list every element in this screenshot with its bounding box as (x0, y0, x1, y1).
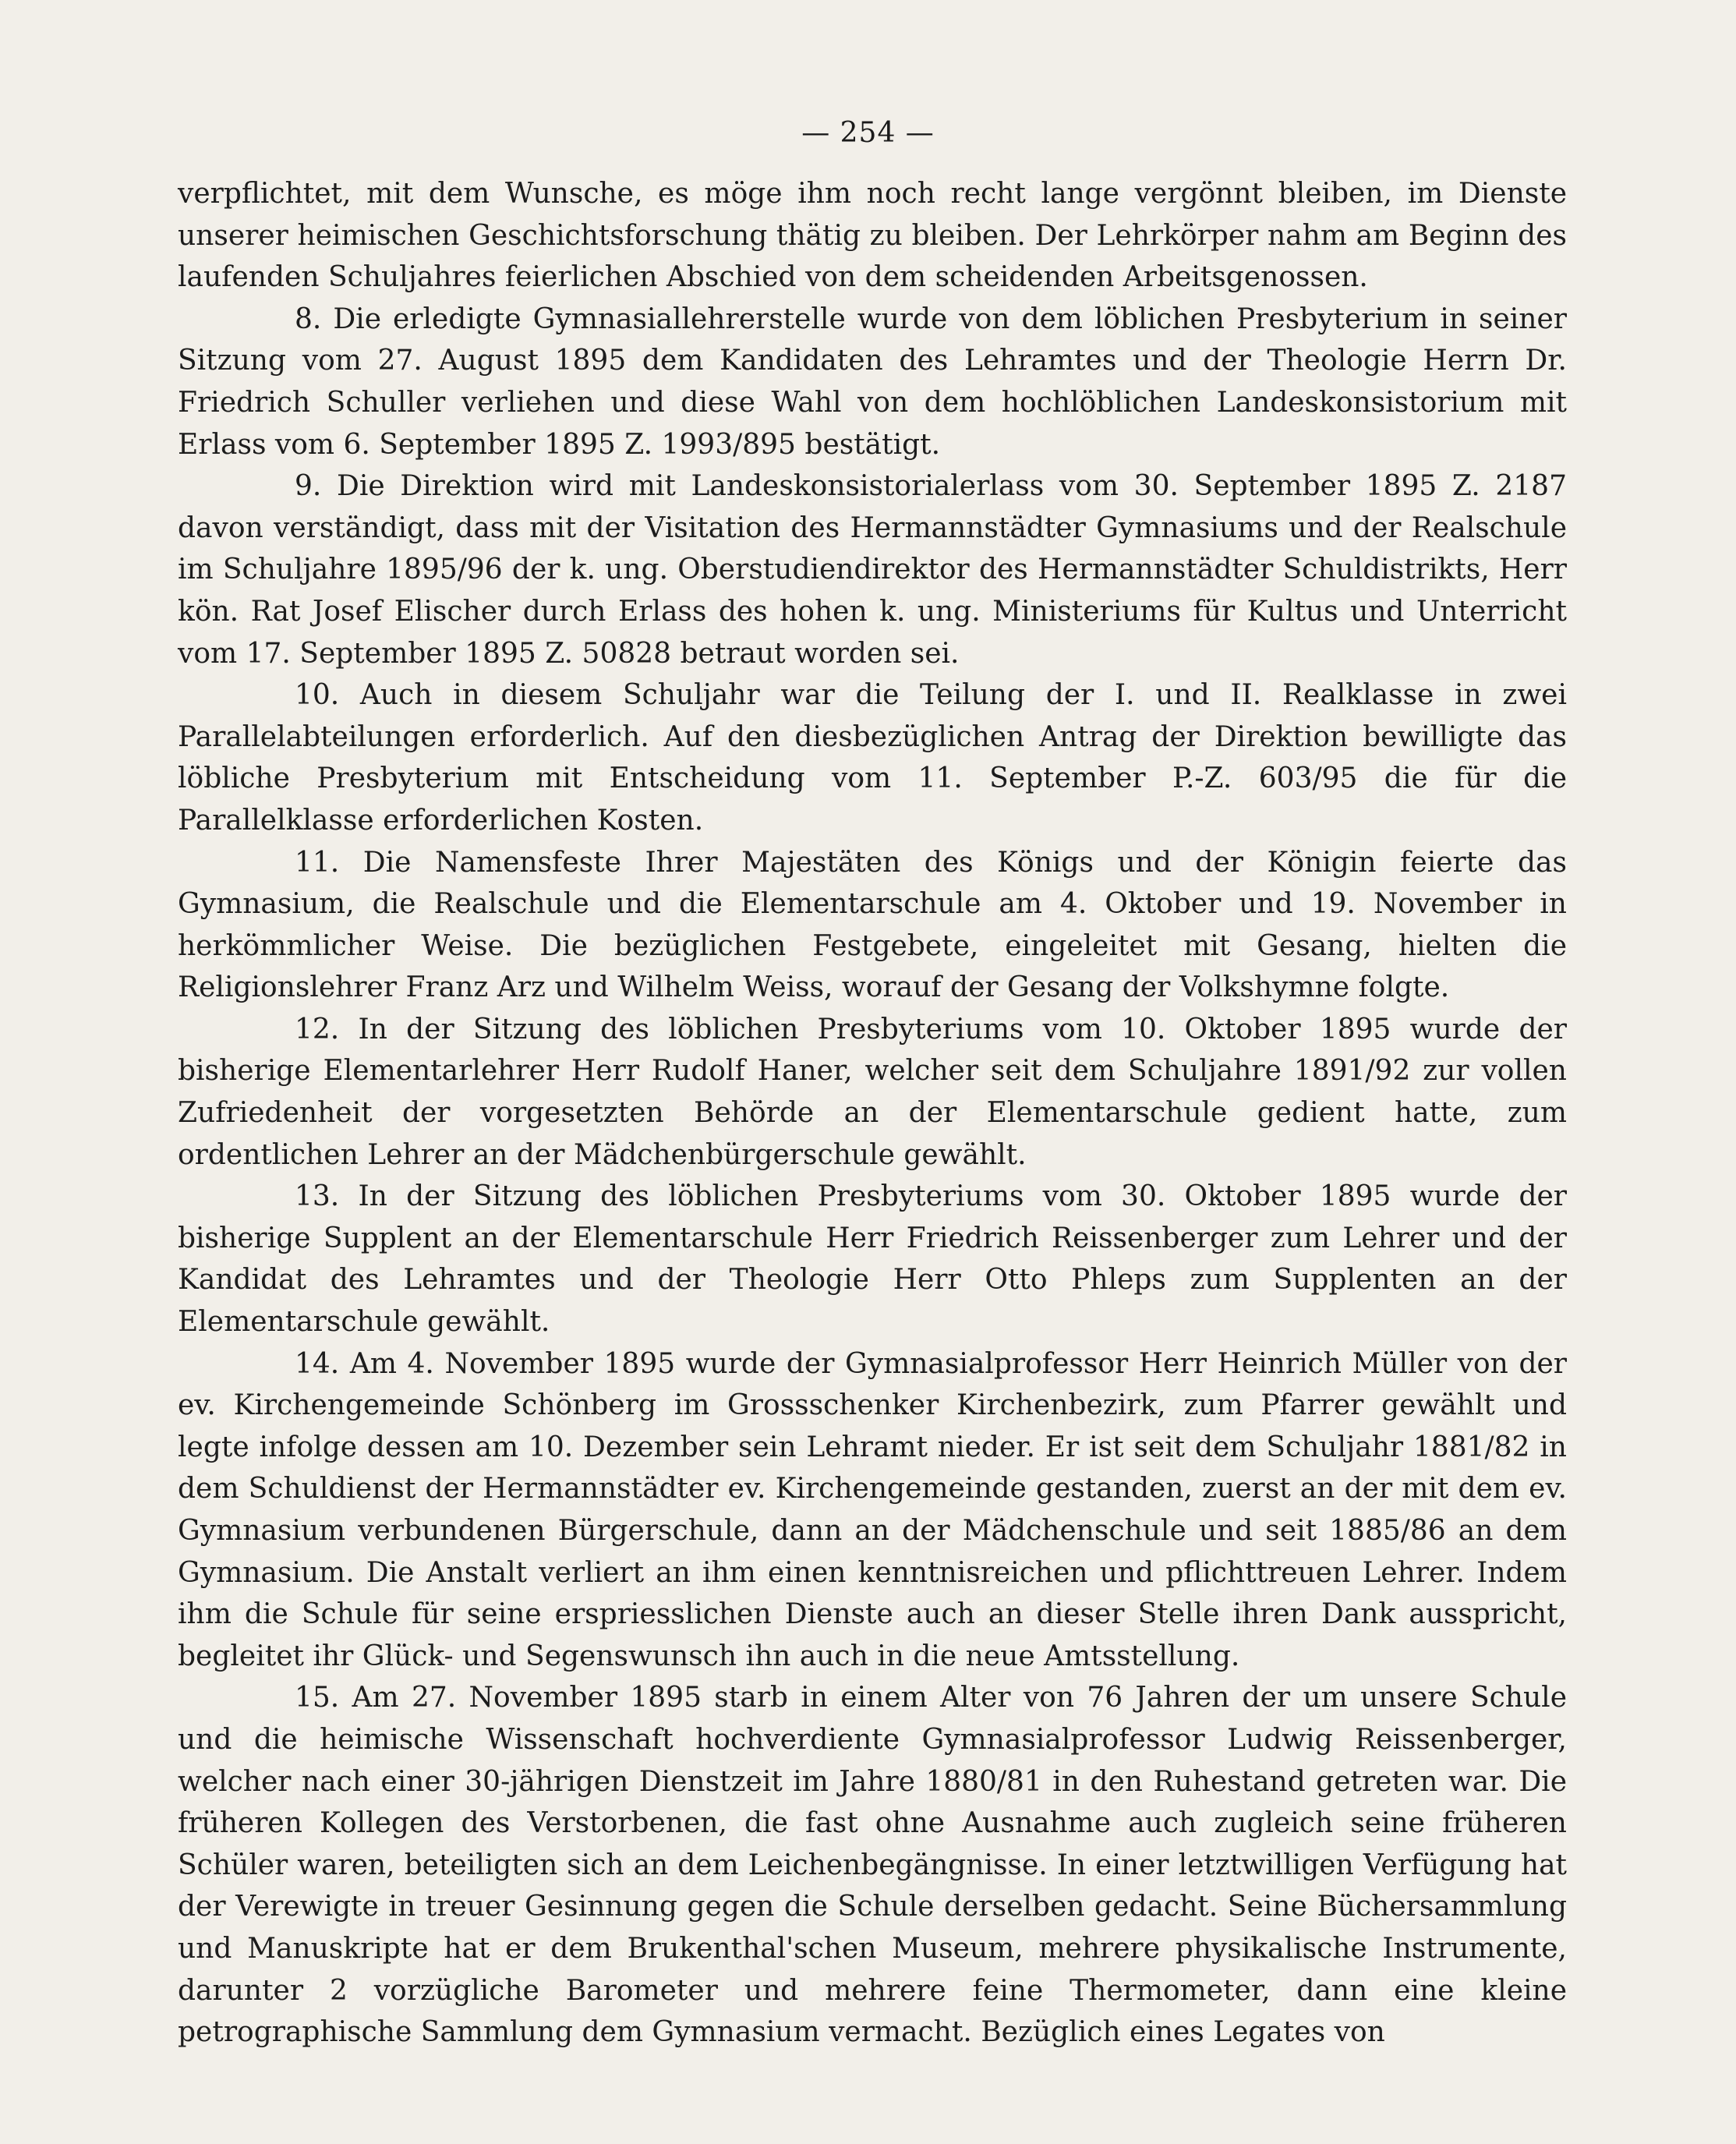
body-text (178, 173, 1567, 2054)
paragraph-item-15: 15. Am 27. November 1895 starb in einem Alter von 76 Jahren der um unsere Schule und die heimische Wissenschaft hochverdiente Gymnasialprofessor Ludwig Reissenberger, welcher nach einer 30-jährigen Dienstzeit im Jahre 1880/81 in den Ruhestand getreten war. Die früheren Kollegen des Verstorbenen, die fast ohne Ausnahme auch zugleich seine früheren Schüler waren, beteiligten sich an dem Leichenbegängnisse. In einer letztwilligen Verfügung hat der Verewigte in treuer Gesinnung gegen die Schule derselben gedacht. Seine Büchersammlung und Manuskripte hat er dem Brukenthal'schen Museum, mehrere physikalische Instrumente, darunter 2 vorzügliche Barometer und mehrere feine Thermometer, dann eine kleine petrographische Sammlung dem Gymnasium vermacht. Bezüglich eines Legates von (178, 1682, 1567, 2049)
paragraph-item-9: 9. Die Direktion wird mit Landeskonsistorialerlass vom 30. September 1895 Z. 2187 davon verständigt, dass mit der Visitation des Hermannstädter Gymnasiums und der Realschule im Schuljahre 1895/96 der k. ung. Oberstudiendirektor des Hermannstädter Schuldistrikts, Herr kön. Rat Josef Elischer durch Erlass des hohen k. ung. Ministeriums für Kultus und Unterricht vom 17. September 1895 Z. 50828 betraut worden sei. (178, 470, 1567, 670)
paragraph-item-8: 8. Die erledigte Gymnasiallehrerstelle wurde von dem löblichen Presbyterium in seiner Sitzung vom 27. August 1895 dem Kandidaten des Lehramtes und der Theologie Herrn Dr. Friedrich Schuller verliehen und diese Wahl von dem hochlöblichen Landeskonsistorium mit Erlass vom 6. September 1895 Z. 1993/895 bestätigt. (178, 302, 1567, 461)
paragraph-item-14: 14. Am 4. November 1895 wurde der Gymnasialprofessor Herr Heinrich Müller von der ev. Kirchengemeinde Schönberg im Grossschenker Kirchenbezirk, zum Pfarrer gewählt und legte infolge dessen am 10. Dezember sein Lehramt nieder. Er ist seit dem Schuljahr 1881/82 in dem Schuldienst der Hermannstädter ev. Kirchengemeinde gestanden, zuerst an der mit dem ev. Gymnasium verbundenen Bürgerschule, dann an der Mädchenschule und seit 1885/86 an dem Gymnasium. Die Anstalt verliert an ihm einen kenntnisreichen und pflichttreuen Lehrer. Indem ihm die Schule für seine erspriesslichen Dienste auch an dieser Stelle ihren Dank ausspricht, begleitet ihr Glück- und Segenswunsch ihn auch in die neue Amtsstellung. (178, 1347, 1567, 1672)
page-number: — 254 — (801, 117, 935, 149)
paragraph-item-12: 12. In der Sitzung des löblichen Presbyteriums vom 10. Oktober 1895 wurde der bisherige Elementarlehrer Herr Rudolf Haner, welcher seit dem Schuljahre 1891/92 zur vollen Zufriedenheit der vorgesetzten Behörde an der Elementarschule gedient hatte, zum ordentlichen Lehrer an der Mädchenbürgerschule gewählt. (178, 1013, 1567, 1171)
paragraph-item-11: 11. Die Namensfeste Ihrer Majestäten des Königs und der Königin feierte das Gymnasium, die Realschule und die Elementarschule am 4. Oktober und 19. November in herkömmlicher Weise. Die bezüglichen Festgebete, eingeleitet mit Gesang, hielten die Religionslehrer Franz Arz und Wilhelm Weiss, worauf der Gesang der Volkshymne folgte. (178, 846, 1567, 1004)
paragraph-continuation: verpflichtet, mit dem Wunsche, es möge ihm noch recht lange vergönnt bleiben, im Dienste unserer heimischen Geschichtsforschung thätig zu bleiben. Der Lehrkörper nahm am Beginn des laufenden Schuljahres feierlichen Abschied von dem scheidenden Arbeitsgenossen. (178, 178, 1567, 294)
paragraph-item-10: 10. Auch in diesem Schuljahr war die Teilung der I. und II. Realklasse in zwei Parallelabteilungen erforderlich. Auf den diesbezüglichen Antrag der Direktion bewilligte das löbliche Presbyterium mit Entscheidung vom 11. September P.-Z. 603/95 die für die Parallelklasse erforderlichen Kosten. (178, 679, 1567, 837)
paragraph-item-13: 13. In der Sitzung des löblichen Presbyteriums vom 30. Oktober 1895 wurde der bisherige Supplent an der Elementarschule Herr Friedrich Reissenberger zum Lehrer und der Kandidat des Lehramtes und der Theologie Herr Otto Phleps zum Supplenten an der Elementarschule gewählt. (178, 1180, 1567, 1339)
